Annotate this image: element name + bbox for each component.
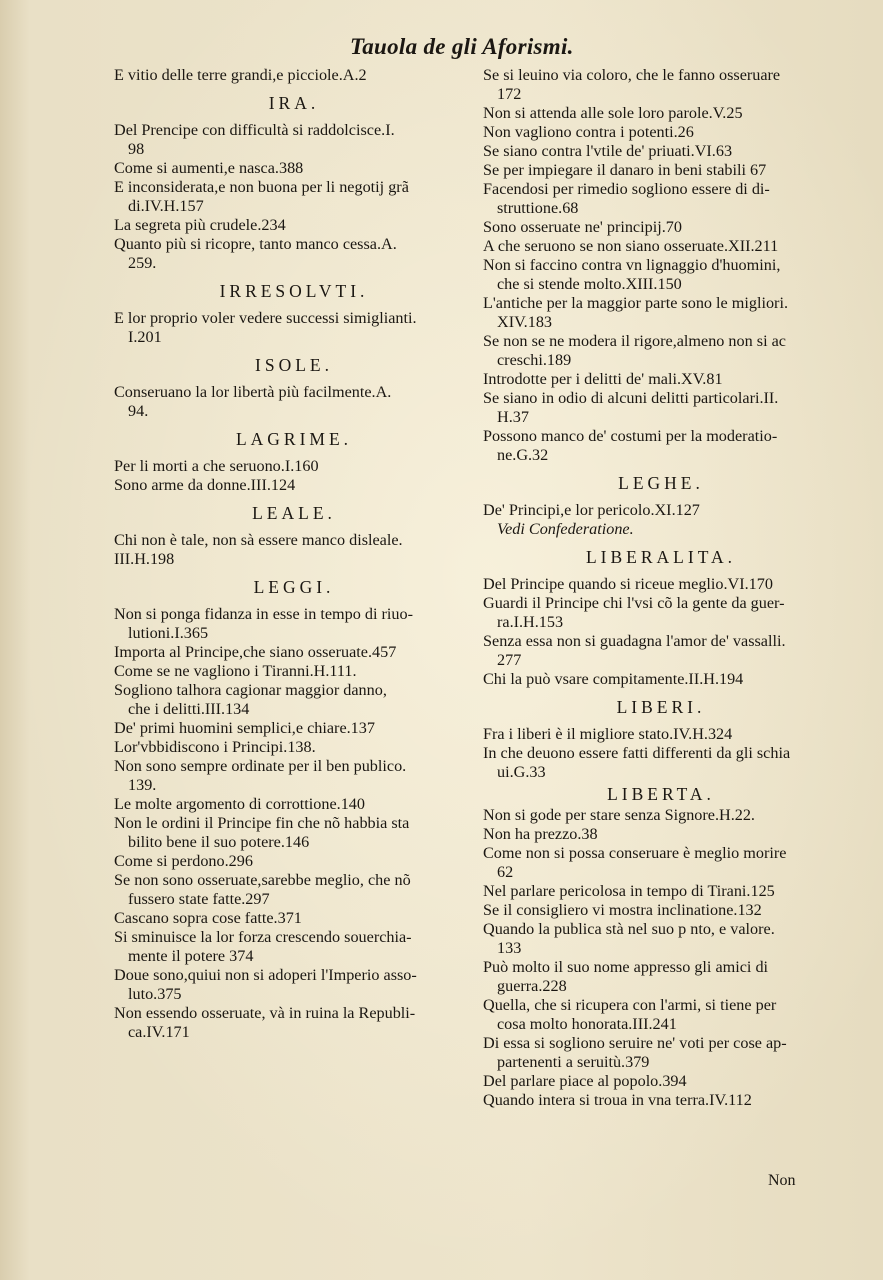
entry-block xyxy=(114,383,474,421)
entry-continuation: ca.IV.171 xyxy=(128,1023,190,1041)
entry-continuation: XIV.183 xyxy=(497,313,553,331)
entry-line: Non si gode per stare senza Signore.H.22. xyxy=(483,806,755,824)
entry-line: Quella, che si ricupera con l'armi, si tiene per xyxy=(483,996,777,1014)
entry-block xyxy=(114,531,474,569)
entry-line: Nel parlare pericolosa in tempo di Tirani.125 xyxy=(483,882,775,900)
entry-block xyxy=(483,501,839,539)
entry-continuation: 259. xyxy=(128,254,157,272)
entry-line: Sogliono talhora cagionar maggior danno, xyxy=(114,681,387,699)
entry-line: A che seruono se non siano osseruate.XII.211 xyxy=(483,237,779,255)
entry-line: Se si leuino via coloro, che le fanno osseruare xyxy=(483,66,781,84)
entry-line: Non si faccino contra vn lignaggio d'huomini, xyxy=(483,256,781,274)
entry-continuation: 139. xyxy=(128,776,157,794)
entry-line: Non vagliono contra i potenti.26 xyxy=(483,123,694,141)
entry-block xyxy=(114,309,474,347)
entry-line: Quanto più si ricopre, tanto manco cessa.A. xyxy=(114,235,397,253)
entry-continuation: H.37 xyxy=(497,408,529,426)
section-heading: IRRESOLVTI. xyxy=(219,281,369,301)
entry-line: Se siano contra l'vtile de' priuati.VI.63 xyxy=(483,142,733,160)
entry-continuation: lutioni.I.365 xyxy=(128,624,209,642)
entry-line: Cascano sopra cose fatte.371 xyxy=(114,909,302,927)
entry-continuation: creschi.189 xyxy=(497,351,572,369)
entry-continuation: cosa molto honorata.III.241 xyxy=(497,1015,677,1033)
entry-continuation: 133 xyxy=(497,939,522,957)
section-heading: ISOLE. xyxy=(255,355,333,375)
entry-continuation: luto.375 xyxy=(128,985,182,1003)
entry-line: De' Principi,e lor pericolo.XI.127 xyxy=(483,501,700,519)
entry-continuation: che i delitti.III.134 xyxy=(128,700,250,718)
entry-line: III.H.198 xyxy=(114,550,175,568)
section-heading: LAGRIME. xyxy=(235,429,353,449)
entry-continuation: ra.I.H.153 xyxy=(497,613,564,631)
entry-continuation: 98 xyxy=(128,140,145,158)
entry-continuation: mente il potere 374 xyxy=(128,947,254,965)
entry-continuation: 62 xyxy=(497,863,514,881)
entry-line: Senza essa non si guadagna l'amor de' vassalli. xyxy=(483,632,786,650)
section-heading: IRA. xyxy=(268,93,320,113)
entry-line: Se non se ne modera il rigore,almeno non si ac xyxy=(483,332,786,350)
entry-continuation: ne.G.32 xyxy=(497,446,549,464)
entry-continuation: 172 xyxy=(497,85,522,103)
left-column xyxy=(114,66,474,1042)
entry-continuation: Vedi Confederatione. xyxy=(497,520,634,538)
entry-block xyxy=(114,121,474,273)
entry-line: Non le ordini il Principe fin che nõ habbia sta xyxy=(114,814,410,832)
section-heading: LEGGI. xyxy=(253,577,335,597)
entry-continuation: guerra.228 xyxy=(497,977,567,995)
entry-continuation: che si stende molto.XIII.150 xyxy=(497,275,682,293)
entry-line: Come non si possa conseruare è meglio morire xyxy=(483,844,787,862)
entry-continuation: bilito bene il suo potere.146 xyxy=(128,833,310,851)
entry-line: Le molte argomento di corrottione.140 xyxy=(114,795,365,813)
entry-line: E vitio delle terre grandi,e picciole.A.2 xyxy=(114,66,367,84)
entry-continuation: ui.G.33 xyxy=(497,763,546,781)
entry-line: Lor'vbbidiscono i Principi.138. xyxy=(114,738,316,756)
entry-line: Doue sono,quiui non si adoperi l'Imperio asso- xyxy=(114,966,417,984)
entry-line: Del parlare piace al popolo.394 xyxy=(483,1072,687,1090)
entry-line: Per li morti a che seruono.I.160 xyxy=(114,457,319,475)
entry-continuation: I.201 xyxy=(128,328,162,346)
section-heading: LIBERALITA. xyxy=(585,547,736,567)
entry-line: In che deuono essere fatti differenti da gli schia xyxy=(483,744,791,762)
entry-line: Non ha prezzo.38 xyxy=(483,825,598,843)
entry-line: La segreta più crudele.234 xyxy=(114,216,286,234)
entry-line: Del Principe quando si riceue meglio.VI.170 xyxy=(483,575,773,593)
section-heading: LEALE. xyxy=(252,503,336,523)
entry-line: Se siano in odio di alcuni delitti particolari.II. xyxy=(483,389,779,407)
entry-line: Introdotte per i delitti de' mali.XV.81 xyxy=(483,370,723,388)
entry-line: Del Prencipe con difficultà si raddolcisce.I. xyxy=(114,121,395,139)
entry-line: Non essendo osseruate, và in ruina la Republi- xyxy=(114,1004,416,1022)
catchword: Non xyxy=(768,1172,796,1189)
entry-line: Come si aumenti,e nasca.388 xyxy=(114,159,304,177)
entry-continuation: 94. xyxy=(128,402,149,420)
section-heading: LIBERI. xyxy=(616,697,706,717)
entry-line: Conseruano la lor libertà più facilmente.A. xyxy=(114,383,392,401)
entry-block xyxy=(114,605,474,1042)
entry-line: E inconsiderata,e non buona per li negotij grã xyxy=(114,178,409,196)
entry-line: Chi la può vsare compitamente.II.H.194 xyxy=(483,670,744,688)
entry-line: Facendosi per rimedio sogliono essere di di- xyxy=(483,180,770,198)
entry-line: Importa al Principe,che siano osseruate.457 xyxy=(114,643,397,661)
entry-line: De' primi huomini semplici,e chiare.137 xyxy=(114,719,375,737)
entry-block xyxy=(483,575,839,689)
entry-line: Possono manco de' costumi per la moderatio- xyxy=(483,427,778,445)
entry-line: Non si attenda alle sole loro parole.V.25 xyxy=(483,104,743,122)
entry-line: Se il consigliero vi mostra inclinatione.132 xyxy=(483,901,762,919)
entry-line: L'antiche per la maggior parte sono le migliori. xyxy=(483,294,788,312)
entry-block xyxy=(483,806,839,1110)
section-heading: LIBERTA. xyxy=(607,784,715,804)
entry-line: Può molto il suo nome appresso gli amici di xyxy=(483,958,769,976)
entry-block xyxy=(114,457,474,495)
entry-line: Si sminuisce la lor forza crescendo souerchia- xyxy=(114,928,412,946)
entry-block xyxy=(483,66,839,465)
right-column xyxy=(483,66,839,1110)
entry-line: Guardi il Principe chi l'vsi cõ la gente da guer- xyxy=(483,594,785,612)
entry-line: Se per impiegare il danaro in beni stabili 67 xyxy=(483,161,767,179)
entry-line: Non sono sempre ordinate per il ben publico. xyxy=(114,757,407,775)
entry-line: Fra i liberi è il migliore stato.IV.H.324 xyxy=(483,725,733,743)
entry-continuation: 277 xyxy=(497,651,522,669)
entry-line: Sono arme da donne.III.124 xyxy=(114,476,296,494)
entry-line: Come si perdono.296 xyxy=(114,852,253,870)
entry-line: Non si ponga fidanza in esse in tempo di riuo- xyxy=(114,605,413,623)
entry-continuation: partenenti a seruitù.379 xyxy=(497,1053,650,1071)
entry-line: Di essa si sogliono seruire ne' voti per cose ap- xyxy=(483,1034,787,1052)
entry-continuation: struttione.68 xyxy=(497,199,579,217)
entry-line: Sono osseruate ne' principij.70 xyxy=(483,218,682,236)
entry-line: Se non sono osseruate,sarebbe meglio, che nõ xyxy=(114,871,411,889)
entry-line: Come se ne vagliono i Tiranni.H.111. xyxy=(114,662,357,680)
entry-continuation: di.IV.H.157 xyxy=(128,197,204,215)
entry-block xyxy=(114,66,474,85)
entry-continuation: fussero state fatte.297 xyxy=(128,890,270,908)
page-header: Tauola de gli Aforismi. xyxy=(350,34,574,59)
entry-line: E lor proprio voler vedere successi simiglianti. xyxy=(114,309,417,327)
section-heading: LEGHE. xyxy=(618,473,704,493)
entry-line: Quando la publica stà nel suo p nto, e valore. xyxy=(483,920,775,938)
entry-line: Quando intera si troua in vna terra.IV.112 xyxy=(483,1091,752,1109)
entry-line: Chi non è tale, non sà essere manco disleale. xyxy=(114,531,403,549)
entry-block xyxy=(483,725,839,782)
